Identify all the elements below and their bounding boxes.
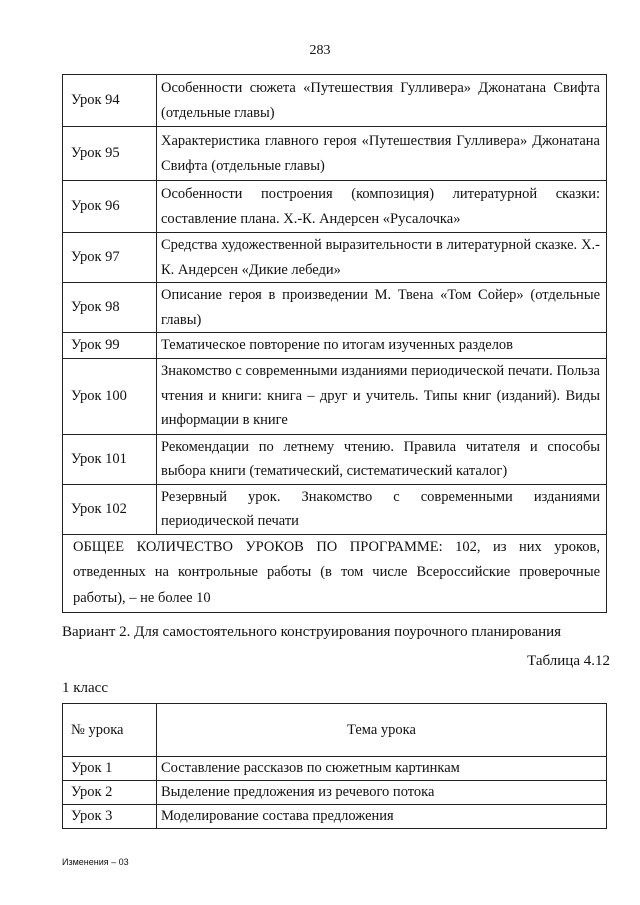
lesson-topic: Описание героя в произведении М. Твена «Том Сойер» (отдельные главы) bbox=[157, 283, 607, 333]
lesson-topic: Резервный урок. Знакомство с современными изданиями периодической печати bbox=[157, 484, 607, 534]
page-number: 283 bbox=[309, 43, 331, 58]
lesson-topic: Выделение предложения из речевого потока bbox=[157, 781, 607, 805]
table-row bbox=[63, 283, 607, 333]
variant-heading: Вариант 2. Для самостоятельного конструирования поурочного планирования bbox=[62, 624, 562, 640]
lesson-number: Урок 1 bbox=[63, 757, 157, 781]
table-label: Таблица 4.12 bbox=[527, 653, 610, 669]
lesson-topic: Рекомендации по летнему чтению. Правила читателя и способы выбора книги (тематический, систематический каталог) bbox=[157, 434, 607, 484]
table-row bbox=[63, 333, 607, 359]
lesson-number: Урок 99 bbox=[63, 333, 157, 359]
lesson-number: Урок 97 bbox=[63, 233, 157, 283]
lesson-number: Урок 95 bbox=[63, 127, 157, 181]
table-row bbox=[63, 127, 607, 181]
total-lessons-note: ОБЩЕЕ КОЛИЧЕСТВО УРОКОВ ПО ПРОГРАММЕ: 102, из них уроков, отведенных на контрольные работы (в том числе Всероссийские проверочные работы), – не более 10 bbox=[63, 534, 607, 612]
grade-label: 1 класс bbox=[62, 680, 108, 696]
lesson-number: Урок 94 bbox=[63, 75, 157, 127]
lesson-topic: Моделирование состава предложения bbox=[157, 805, 607, 829]
table-row bbox=[63, 534, 607, 612]
table-row bbox=[63, 233, 607, 283]
lesson-number: Урок 2 bbox=[63, 781, 157, 805]
table-row bbox=[63, 75, 607, 127]
lesson-topic: Характеристика главного героя «Путешествия Гулливера» Джонатана Свифта (отдельные главы) bbox=[157, 127, 607, 181]
grade1-lessons-table bbox=[62, 703, 607, 829]
table-header-row bbox=[63, 704, 607, 757]
lesson-number: Урок 96 bbox=[63, 181, 157, 233]
lesson-number: Урок 102 bbox=[63, 484, 157, 534]
header-lesson-number: № урока bbox=[63, 704, 157, 757]
table-row bbox=[63, 484, 607, 534]
lesson-topic: Особенности сюжета «Путешествия Гулливера» Джонатана Свифта (отдельные главы) bbox=[157, 75, 607, 127]
lessons-table bbox=[62, 74, 607, 613]
footer-revision-note: Изменения – 03 bbox=[62, 857, 129, 867]
table-row bbox=[63, 181, 607, 233]
header-lesson-topic: Тема урока bbox=[157, 704, 607, 757]
lesson-number: Урок 101 bbox=[63, 434, 157, 484]
table-row bbox=[63, 781, 607, 805]
lesson-topic: Особенности построения (композиция) литературной сказки: составление плана. Х.-К. Андерсен «Русалочка» bbox=[157, 181, 607, 233]
table-row bbox=[63, 757, 607, 781]
lesson-topic: Знакомство с современными изданиями периодической печати. Польза чтения и книги: книга – друг и учитель. Типы книг (изданий). Виды информации в книге bbox=[157, 358, 607, 434]
table-row bbox=[63, 805, 607, 829]
table-row bbox=[63, 358, 607, 434]
lesson-number: Урок 98 bbox=[63, 283, 157, 333]
table-row bbox=[63, 434, 607, 484]
lesson-topic: Средства художественной выразительности в литературной сказке. Х.-К. Андерсен «Дикие лебеди» bbox=[157, 233, 607, 283]
lesson-topic: Составление рассказов по сюжетным картинкам bbox=[157, 757, 607, 781]
lesson-number: Урок 100 bbox=[63, 358, 157, 434]
lesson-topic: Тематическое повторение по итогам изученных разделов bbox=[157, 333, 607, 359]
lesson-number: Урок 3 bbox=[63, 805, 157, 829]
